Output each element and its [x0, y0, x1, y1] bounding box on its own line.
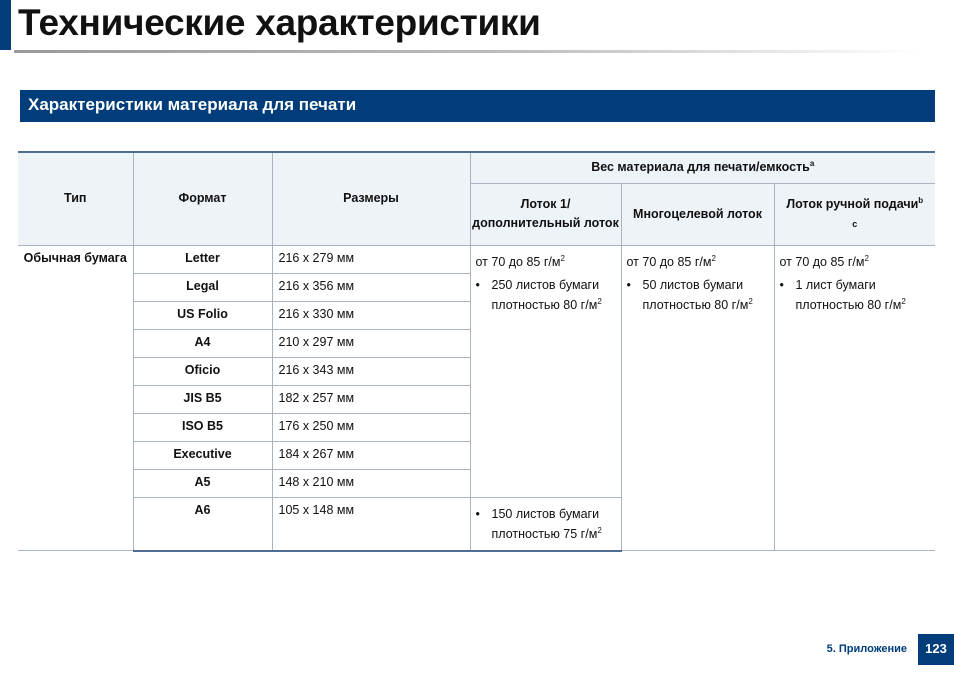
format-a4: A4 — [133, 329, 272, 357]
format-us-folio: US Folio — [133, 301, 272, 329]
header-format: Формат — [133, 152, 272, 245]
header-tray1: Лоток 1/ дополнительный лоток — [470, 183, 621, 245]
header-type: Тип — [18, 152, 133, 245]
page-number: 123 — [918, 634, 954, 665]
type-plain-paper: Обычная бумага — [18, 245, 133, 551]
header-mp-tray: Многоцелевой лоток — [621, 183, 774, 245]
size-executive: 184 x 267 мм — [272, 441, 470, 469]
media-specs-table — [18, 151, 935, 552]
page-title: Технические характеристики — [18, 2, 541, 43]
footnote-b: b — [918, 195, 924, 205]
footnote-c: c — [852, 218, 858, 229]
format-a5: A5 — [133, 469, 272, 497]
title-divider — [14, 50, 924, 53]
size-oficio: 216 x 343 мм — [272, 357, 470, 385]
size-iso-b5: 176 x 250 мм — [272, 413, 470, 441]
size-a6: 105 x 148 мм — [272, 497, 470, 551]
header-weight-capacity: Вес материала для печати/емкость$^a$ — [470, 152, 935, 183]
format-iso-b5: ISO B5 — [133, 413, 272, 441]
format-letter: Letter — [133, 245, 272, 273]
footnote-a: a — [809, 159, 815, 169]
tray1-a6-capacity: • 150 листов бумаги плотностью 75 $г/м^2$ — [470, 497, 621, 551]
manual-tray-weight: от 70 до 85 $г/м^2$ • 1 лист бумаги плотностью 80 $г/м^2$ — [774, 245, 935, 551]
format-oficio: Oficio — [133, 357, 272, 385]
header-accent-bar — [0, 0, 11, 50]
size-a5: 148 x 210 мм — [272, 469, 470, 497]
format-a6: A6 — [133, 497, 272, 551]
size-legal: 216 x 356 мм — [272, 273, 470, 301]
header-size: Размеры — [272, 152, 470, 245]
size-us-folio: 216 x 330 мм — [272, 301, 470, 329]
format-jis-b5: JIS B5 — [133, 385, 272, 413]
size-letter: 216 x 279 мм — [272, 245, 470, 273]
mp-tray-weight: от 70 до 85 $г/м^2$ • 50 листов бумаги плотностью 80 $г/м^2$ — [621, 245, 774, 551]
footer-section-label: 5. Приложение — [826, 643, 907, 655]
format-legal: Legal — [133, 273, 272, 301]
tray1-weight: от 70 до 85 $г/м^2$ • 250 листов бумаги плотностью 80 $г/м^2$ — [470, 245, 621, 497]
format-executive: Executive — [133, 441, 272, 469]
size-a4: 210 x 297 мм — [272, 329, 470, 357]
header-manual-tray: Лоток ручной подачи$^b$ c — [774, 183, 935, 245]
section-heading: Характеристики материала для печати — [20, 90, 935, 122]
size-jis-b5: 182 x 257 мм — [272, 385, 470, 413]
